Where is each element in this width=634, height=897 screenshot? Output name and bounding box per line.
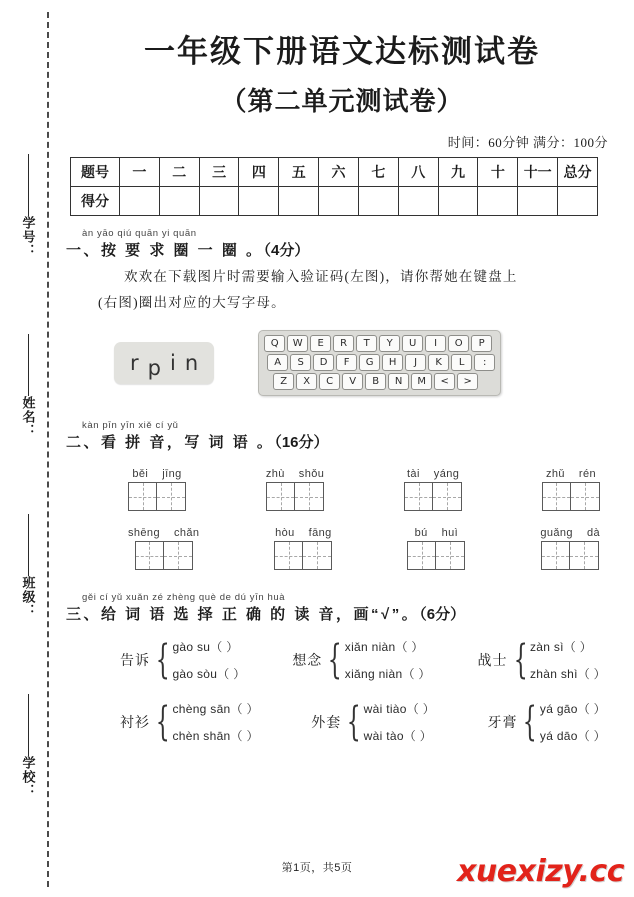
writing-grid[interactable] xyxy=(266,482,324,511)
writing-grid[interactable] xyxy=(128,482,186,511)
key-t[interactable]: T xyxy=(356,335,377,352)
exam-content xyxy=(62,0,622,897)
score-cell[interactable] xyxy=(319,187,359,216)
choice-option[interactable]: zàn sì（ ） xyxy=(529,640,593,654)
write-item xyxy=(274,527,332,570)
key-w[interactable]: W xyxy=(287,335,308,352)
section-pinyin: àn yāo qiú quān yi quān xyxy=(82,228,197,239)
choice-option[interactable]: zhàn shì（ ） xyxy=(529,667,606,681)
choice-group xyxy=(120,638,246,682)
key-e[interactable]: E xyxy=(310,335,331,352)
write-item-pinyin xyxy=(415,527,459,539)
sidebar-field-name xyxy=(0,330,56,438)
brace-icon: { xyxy=(346,698,361,745)
grid-cell[interactable] xyxy=(303,541,332,570)
write-rule xyxy=(28,154,29,216)
section-two xyxy=(62,420,622,570)
key-x[interactable]: X xyxy=(296,373,317,390)
pinyin-syllable: yáng xyxy=(433,468,460,480)
score-cell[interactable] xyxy=(239,187,279,216)
captcha-char: n xyxy=(184,351,199,375)
grid-cell[interactable] xyxy=(404,482,433,511)
brace-icon: { xyxy=(523,698,538,745)
key-k[interactable]: K xyxy=(428,354,449,371)
score-cell[interactable] xyxy=(478,187,518,216)
captcha-char: r xyxy=(130,351,139,375)
column-header-cell: 八 xyxy=(398,158,438,187)
choice-option[interactable]: gào su（ ） xyxy=(172,640,239,654)
column-header-cell: 六 xyxy=(319,158,359,187)
choice-word: 牙膏 xyxy=(487,716,518,731)
sidebar-field-label: 姓名： xyxy=(20,396,36,438)
score-cell[interactable] xyxy=(398,187,438,216)
pinyin-syllable: běi xyxy=(132,468,149,480)
page-footer: 第1页，共5页 xyxy=(281,862,353,874)
key-a[interactable]: A xyxy=(267,354,288,371)
choice-word: 战士 xyxy=(477,654,508,669)
keyboard-row-3 xyxy=(264,373,495,390)
pinyin-syllable: zhǔ xyxy=(545,468,565,480)
write-item-pinyin xyxy=(407,468,459,480)
write-item-pinyin xyxy=(132,468,181,480)
captcha-char: p xyxy=(147,356,161,380)
sidebar-field-class xyxy=(0,510,56,618)
choice-options xyxy=(345,638,431,682)
key-h[interactable]: H xyxy=(382,354,403,371)
write-item xyxy=(540,527,600,570)
writing-grid[interactable] xyxy=(404,482,462,511)
write-item-pinyin xyxy=(266,468,324,480)
brace-icon: { xyxy=(513,636,528,683)
sidebar-field-label: 学校： xyxy=(20,756,36,798)
choice-option[interactable]: wài tào（ ） xyxy=(363,729,433,743)
key-g[interactable]: G xyxy=(359,354,380,371)
key-i[interactable]: I xyxy=(425,335,446,352)
choice-row-1 xyxy=(62,638,622,682)
section-one-figures xyxy=(62,330,622,396)
write-rule xyxy=(28,334,29,396)
captcha-image xyxy=(114,342,214,384)
choice-option[interactable]: xiǎng niàn（ ） xyxy=(344,667,431,681)
score-cell[interactable] xyxy=(159,187,199,216)
choice-options xyxy=(172,700,258,744)
score-cell[interactable] xyxy=(438,187,478,216)
grid-cell[interactable] xyxy=(433,482,462,511)
exam-meta: 时间：60分钟 满分：100分 xyxy=(447,135,608,150)
keyboard-image xyxy=(258,330,501,396)
pinyin-syllable: dà xyxy=(586,527,600,539)
key-l[interactable]: L xyxy=(451,354,472,371)
key-c[interactable]: C xyxy=(319,373,340,390)
score-cell[interactable] xyxy=(558,187,598,216)
writing-grid[interactable] xyxy=(274,541,332,570)
section-heading xyxy=(62,228,622,262)
grid-cell[interactable] xyxy=(128,482,157,511)
choice-group xyxy=(120,700,259,744)
key-y[interactable]: Y xyxy=(379,335,400,352)
keyboard-row-2 xyxy=(264,354,495,371)
write-item xyxy=(266,468,324,511)
pinyin-syllable: chǎn xyxy=(173,527,200,539)
grid-cell[interactable] xyxy=(541,541,570,570)
column-header-cell: 四 xyxy=(239,158,279,187)
choice-group xyxy=(292,638,430,682)
pinyin-syllable: tài xyxy=(406,468,420,480)
pinyin-syllable: huì xyxy=(441,527,459,539)
brace-icon: { xyxy=(155,636,170,683)
column-header-cell: 五 xyxy=(279,158,319,187)
column-header-cell: 十 xyxy=(478,158,518,187)
section-pinyin: gěi cí yǔ xuǎn zé zhèng què de dú yīn huà xyxy=(82,592,286,603)
choice-options xyxy=(540,700,606,744)
grid-cell[interactable] xyxy=(164,541,193,570)
student-info-sidebar xyxy=(0,0,56,897)
choice-word: 想念 xyxy=(292,654,323,669)
key-period[interactable]: > xyxy=(457,373,478,390)
choice-options xyxy=(172,638,245,682)
column-header-cell: 二 xyxy=(159,158,199,187)
section-points: （16分） xyxy=(274,434,329,451)
key-r[interactable]: R xyxy=(333,335,354,352)
section-one xyxy=(62,228,622,396)
choice-group xyxy=(487,700,606,744)
section-title xyxy=(66,603,465,624)
grid-cell[interactable] xyxy=(407,541,436,570)
grid-cell[interactable] xyxy=(542,482,571,511)
grid-cell[interactable] xyxy=(570,541,599,570)
choice-word: 衬衫 xyxy=(120,716,150,731)
pinyin-syllable: shēng xyxy=(128,527,160,539)
grid-cell[interactable] xyxy=(266,482,295,511)
row-header-cell: 得分 xyxy=(71,187,120,216)
pinyin-syllable: guǎng xyxy=(540,527,573,539)
key-f[interactable]: F xyxy=(336,354,357,371)
writing-grid[interactable] xyxy=(541,541,599,570)
key-j[interactable]: J xyxy=(405,354,426,371)
pinyin-syllable: jīng xyxy=(162,468,182,480)
write-item xyxy=(128,527,199,570)
grid-cell[interactable] xyxy=(274,541,303,570)
pinyin-syllable: hòu xyxy=(275,527,295,539)
choice-word: 外套 xyxy=(311,716,342,731)
write-item-pinyin xyxy=(275,527,332,539)
section-heading xyxy=(62,420,622,454)
grid-cell[interactable] xyxy=(436,541,465,570)
column-header-cell: 七 xyxy=(358,158,398,187)
column-header-cell: 总分 xyxy=(558,158,598,187)
write-rule xyxy=(28,514,29,576)
score-cell[interactable] xyxy=(120,187,160,216)
key-o[interactable]: O xyxy=(448,335,469,352)
key-d[interactable]: D xyxy=(313,354,334,371)
section-pinyin: kàn pīn yīn xiě cí yǔ xyxy=(82,420,179,431)
section-title xyxy=(66,239,309,260)
section-points: （4分） xyxy=(263,242,310,259)
sidebar-field-label: 学号： xyxy=(20,216,36,258)
write-row-1 xyxy=(62,468,622,511)
table-row-scores xyxy=(71,187,598,216)
pinyin-syllable: shǒu xyxy=(298,468,325,480)
grid-cell[interactable] xyxy=(135,541,164,570)
key-u[interactable]: U xyxy=(402,335,423,352)
key-v[interactable]: V xyxy=(342,373,363,390)
column-header-cell: 十一 xyxy=(518,158,558,187)
section-title xyxy=(66,431,329,452)
section-one-body-cont xyxy=(98,290,614,316)
sidebar-field-student-id xyxy=(0,150,56,258)
pinyin-syllable: rén xyxy=(578,468,596,480)
choice-option[interactable]: xiǎn niàn（ ） xyxy=(344,640,424,654)
section-one-body xyxy=(98,264,614,290)
section-heading xyxy=(62,592,622,626)
body-line: 欢欢在下载图片时需要输入验证码(左图)，请你帮她在键盘上 xyxy=(124,269,518,284)
score-table xyxy=(70,157,598,216)
choice-option[interactable]: wài tiào（ ） xyxy=(363,702,435,716)
grid-cell[interactable] xyxy=(157,482,186,511)
writing-grid[interactable] xyxy=(542,482,600,511)
write-item xyxy=(128,468,186,511)
table-row-headers xyxy=(71,158,598,187)
brace-icon: { xyxy=(328,636,343,683)
write-row-2 xyxy=(62,527,622,570)
choice-options xyxy=(530,638,606,682)
write-item xyxy=(407,527,465,570)
section-title-text: 三、给 词 语 选 择 正 确 的 读 音，画“√”。 xyxy=(66,606,420,623)
score-cell[interactable] xyxy=(199,187,239,216)
section-points: （6分） xyxy=(419,606,466,623)
key-z[interactable]: Z xyxy=(273,373,294,390)
pinyin-syllable: fāng xyxy=(308,527,332,539)
key-comma[interactable]: < xyxy=(434,373,455,390)
column-header-cell: 三 xyxy=(199,158,239,187)
site-watermark: xuexizy.cc xyxy=(457,854,624,889)
grid-cell[interactable] xyxy=(295,482,324,511)
write-item xyxy=(542,468,600,511)
writing-grid[interactable] xyxy=(407,541,465,570)
captcha-char: i xyxy=(169,351,176,375)
body-line: (右图)圈出对应的大写字母。 xyxy=(98,295,286,310)
sidebar-field-label: 班级： xyxy=(20,576,36,618)
key-b[interactable]: B xyxy=(365,373,386,390)
write-rule xyxy=(28,694,29,756)
sidebar-field-school xyxy=(0,690,56,798)
key-semicolon[interactable]: : xyxy=(474,354,495,371)
page-title: 一年级下册语文达标测试卷 xyxy=(144,34,540,69)
section-title-text: 一、按 要 求 圈 一 圈 。 xyxy=(66,242,264,259)
writing-grid[interactable] xyxy=(135,541,193,570)
column-header-cell: 九 xyxy=(438,158,478,187)
column-header-cell: 一 xyxy=(120,158,160,187)
keyboard-row-1 xyxy=(264,335,495,352)
write-item xyxy=(404,468,462,511)
key-q[interactable]: Q xyxy=(264,335,285,352)
choice-option[interactable]: yá dāo（ ） xyxy=(539,729,606,743)
score-cell[interactable] xyxy=(358,187,398,216)
key-p[interactable]: P xyxy=(471,335,492,352)
key-m[interactable]: M xyxy=(411,373,432,390)
section-title-text: 二、看 拼 音，写 词 语 。 xyxy=(66,434,275,451)
pinyin-syllable: zhù xyxy=(265,468,285,480)
choice-row-2 xyxy=(62,700,622,744)
score-cell[interactable] xyxy=(518,187,558,216)
choice-option[interactable]: yá gāo（ ） xyxy=(539,702,606,716)
grid-cell[interactable] xyxy=(571,482,600,511)
choice-options xyxy=(364,700,435,744)
brace-icon: { xyxy=(155,698,170,745)
section-three xyxy=(62,592,622,744)
pinyin-syllable: bú xyxy=(414,527,428,539)
choice-option[interactable]: chèng sān（ ） xyxy=(172,702,259,716)
page-subtitle: （第二单元测试卷） xyxy=(220,87,464,116)
choice-word: 告诉 xyxy=(120,654,150,669)
score-cell[interactable] xyxy=(279,187,319,216)
choice-group xyxy=(478,638,606,682)
choice-option[interactable]: chèn shān（ ） xyxy=(172,729,259,743)
write-item-pinyin xyxy=(546,468,596,480)
key-n[interactable]: N xyxy=(388,373,409,390)
key-s[interactable]: S xyxy=(290,354,311,371)
write-item-pinyin xyxy=(128,527,199,539)
choice-group xyxy=(311,700,435,744)
write-item-pinyin xyxy=(540,527,600,539)
row-header-cell: 题号 xyxy=(71,158,120,187)
choice-option[interactable]: gào sòu（ ） xyxy=(172,667,246,681)
